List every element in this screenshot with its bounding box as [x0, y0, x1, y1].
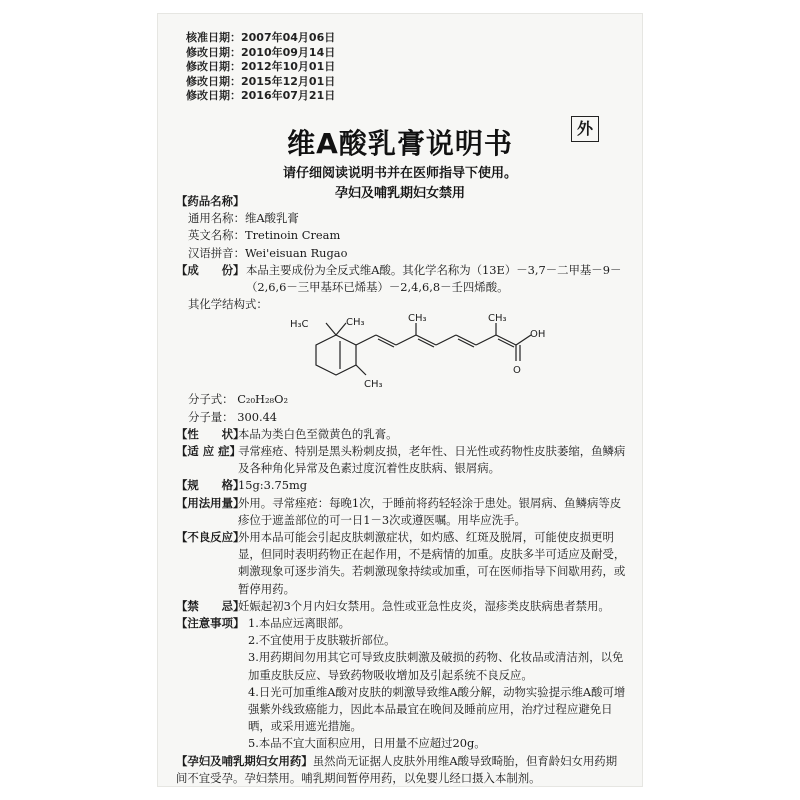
hydroxyl-label: OH	[530, 329, 546, 341]
methyl-label: CH₃	[364, 379, 383, 391]
section-text: 外用本品可能会引起皮肤刺激症状，如灼感、红斑及脱屑，可能使皮损更明显，但同时表明药物正在起作用，不是病情的加重。皮肤多半可适应及耐受，刺激现象可逐步消失。若刺激现象持续或加重，可在医师指导下间歇用药，或暂停用药。	[238, 530, 626, 596]
revision-date: 修改日期：2016年07月21日	[186, 89, 336, 102]
cautions-row	[176, 615, 626, 632]
section-text: 寻常痤疮、特别是黑头粉刺皮损，老年性、日光性或药物性皮肤萎缩，鱼鳞病及各种角化异常及色素过度沉着性皮肤病、银屑病。	[238, 444, 626, 476]
section-row	[176, 426, 626, 443]
formula-label: 分子式：	[188, 392, 234, 407]
composition-label: 【成 份】	[176, 262, 245, 277]
section-text: 15g:3.75mg	[238, 478, 308, 493]
section-row	[176, 529, 626, 598]
pinyin-row	[176, 245, 626, 262]
approval-date: 核准日期：2007年04月06日	[186, 31, 336, 44]
chemical-structure	[186, 313, 626, 391]
section-label: 【不良反应】	[176, 530, 245, 545]
methyl-label: CH₃	[488, 313, 507, 325]
h3c-label: H₃C	[290, 319, 309, 331]
section-label: 【性 状】	[176, 426, 245, 441]
molecular-weight: 300.44	[237, 409, 278, 424]
section-row	[176, 443, 626, 477]
molecular-weight-label: 分子量：	[188, 409, 234, 424]
composition-row	[176, 262, 626, 296]
pregnancy-text: 虽然尚无证据人皮肤外用维A酸导致畸胎，但育龄妇女用药期间不宜受孕。孕妇禁用。哺乳期间暂停用药，以免婴儿经口摄入本制剂。	[176, 753, 618, 785]
section-text: 妊娠起初3个月内妇女禁用。急性或亚急性皮炎，湿疹类皮肤病患者禁用。	[238, 598, 610, 613]
generic-name-label: 通用名称：	[188, 211, 245, 226]
generic-name: 维A酸乳膏	[244, 211, 299, 226]
revision-date: 修改日期：2010年09月14日	[186, 45, 336, 59]
section-label: 【禁 忌】	[176, 598, 245, 613]
revision-date: 修改日期：2012年10月01日	[186, 60, 336, 73]
section-label: 【规 格】	[176, 478, 245, 493]
methyl-label: CH₃	[408, 313, 427, 325]
caution-item: 1.本品应远离眼部。	[248, 616, 350, 631]
composition-text: 本品主要成份为全反式维A酸。其化学名称为（13E）－3,7－二甲基－9－（2,6,6－三甲基环已烯基）－2,4,6,8－壬四烯酸。	[246, 262, 622, 295]
usage-notice: 请仔细阅读说明书并在医师指导下使用。	[282, 166, 517, 181]
section-label: 【用法用量】	[176, 495, 245, 510]
revision-dates	[186, 31, 335, 104]
oxygen-label: O	[513, 365, 521, 377]
drug-name-heading: 【药品名称】	[176, 194, 245, 208]
section-label: 【适 应 症】	[176, 444, 241, 459]
section-row	[176, 477, 626, 494]
revision-date: 修改日期：2015年12月01日	[186, 74, 336, 88]
tretinoin-structure-diagram	[186, 313, 546, 391]
section-text: 外用。寻常痤疮：每晚1次，于睡前将药轻轻涂于患处。银屑病、鱼鳞病等皮疹位于遮盖部位的可一日1－3次或遵医嘱。用毕应洗手。	[238, 495, 622, 527]
caution-item: 4.日光可加重维A酸对皮肤的刺激导致维A酸分解，动物实验提示维A酸可增强紫外线致癌能力，因此本品最宜在晚间及睡前应用，治疗过程应避免日晒，或采用遮光措施。	[248, 684, 626, 734]
english-name: Tretinoin Cream	[244, 228, 341, 243]
pregnancy-section	[176, 753, 626, 787]
section-row	[176, 598, 626, 615]
caution-item: 5.本品不宜大面积应用，日用量不应超过20g。	[248, 736, 486, 751]
pinyin-label: 汉语拼音：	[188, 245, 245, 260]
molecular-formula: C₂₀H₂₈O₂	[237, 392, 289, 407]
external-use-badge: 外	[571, 116, 599, 142]
formula-row	[176, 391, 626, 408]
cautions-label: 【注意事项】	[176, 616, 245, 631]
pregnancy-label: 【孕妇及哺乳期妇女用药】	[176, 753, 313, 768]
methyl-label: CH₃	[346, 317, 365, 329]
molecular-weight-row	[176, 409, 626, 426]
caution-item: 3.用药期间勿用其它可导致皮肤刺激及破损的药物、化妆品或清洁剂，以免加重皮肤反应、导致药物吸收增加及引起系统不良反应。	[248, 650, 624, 682]
document-title: 维A酸乳膏说明书	[287, 127, 513, 160]
english-name-label: 英文名称：	[188, 228, 245, 243]
leaflet-body	[176, 193, 626, 787]
section-row	[176, 495, 626, 529]
structure-label: 其化学结构式：	[188, 297, 268, 312]
caution-item: 2.不宜使用于皮肤皲折部位。	[248, 633, 396, 648]
generic-name-row	[176, 210, 626, 227]
pinyin-name: Wei'eisuan Rugao	[244, 245, 348, 260]
section-text: 本品为类白色至微黄色的乳膏。	[238, 426, 398, 441]
english-name-row	[176, 227, 626, 244]
pregnancy-warning: 孕妇及哺乳期妇女禁用	[334, 186, 465, 201]
